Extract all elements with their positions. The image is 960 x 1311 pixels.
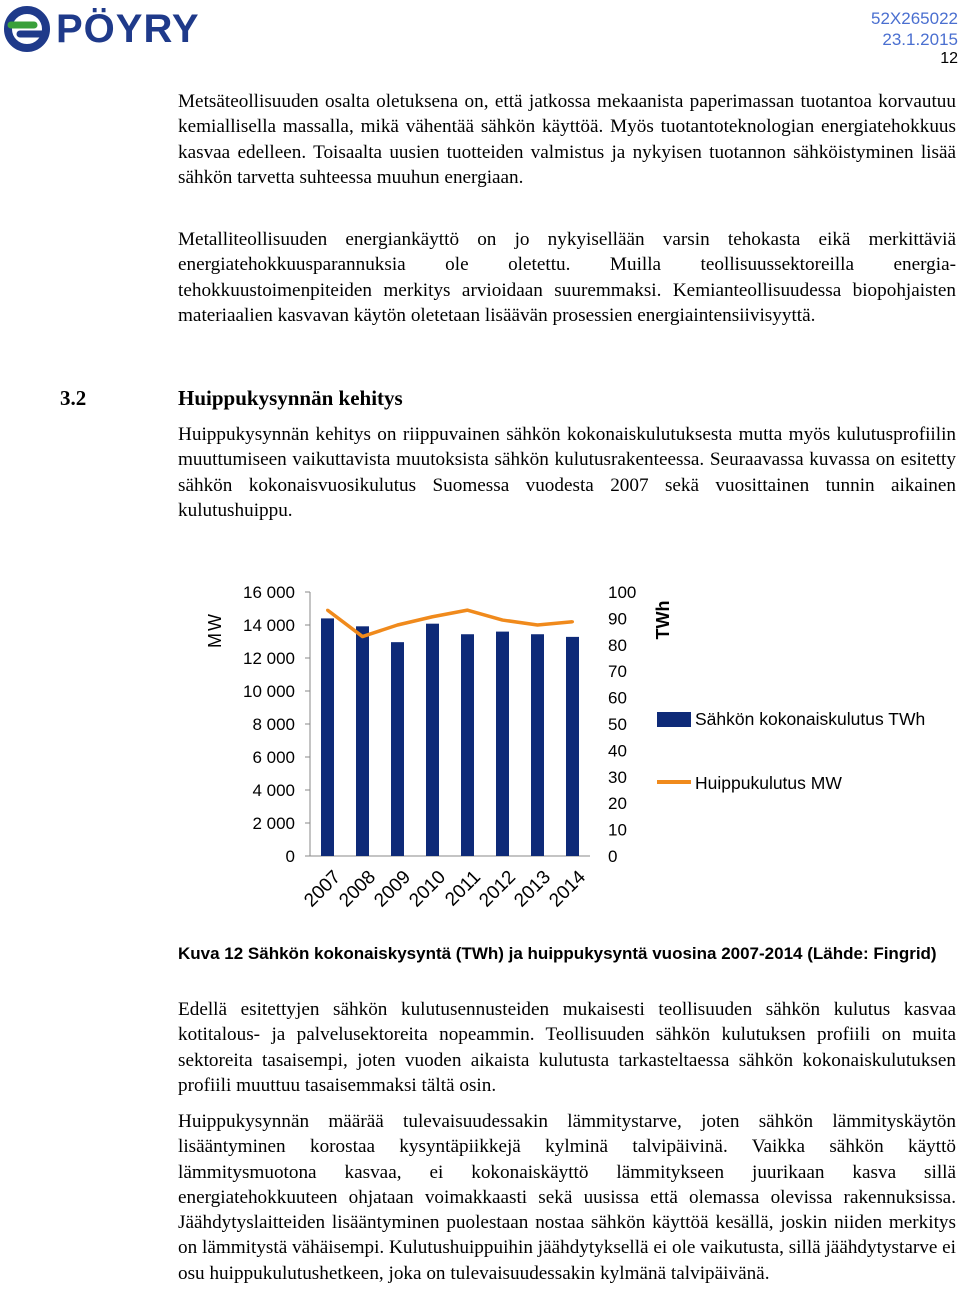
left-tick-label: 4 000 xyxy=(252,781,295,800)
legend-bar-swatch xyxy=(657,712,691,727)
logo-text: PÖYRY xyxy=(56,7,200,51)
right-tick-label: 100 xyxy=(608,583,637,602)
x-tick-label: 2011 xyxy=(441,866,486,911)
peak-point-2013 xyxy=(536,624,539,627)
right-tick-label: 90 xyxy=(608,609,627,629)
poyry-logo-icon xyxy=(4,6,50,52)
document-id: 52X265022 xyxy=(871,9,958,28)
x-tick-label: 2010 xyxy=(405,866,451,912)
left-tick-label: 8 000 xyxy=(252,715,295,734)
bar-2007 xyxy=(321,618,334,856)
right-tick-label: 10 xyxy=(608,820,627,840)
legend-bar-label: Sähkön kokonaiskulutus TWh xyxy=(695,709,926,729)
paragraph-forest-industry: Metsäteollisuuden osalta oletuksena on, että jatkossa mekaanista paperimassan tuotantoa korvautuu kemiallisella massalla, mikä vähentää sähkön käyttöä. Myös tuotantoteknologian energiatehokkuus kasvaa edelleen. Toisaalta uusien tuotteiden valmistus ja nykyisen tuotannon sähköistyminen lisää sähkön tarvetta suhteessa muuhun energiaan. xyxy=(178,91,956,188)
document-meta xyxy=(871,8,958,50)
peak-point-2011 xyxy=(466,609,469,612)
left-tick-label: 10 000 xyxy=(243,682,295,701)
right-tick-label: 20 xyxy=(608,794,627,814)
x-tick-label: 2013 xyxy=(510,866,556,912)
peak-point-2007 xyxy=(326,609,329,612)
peak-point-2009 xyxy=(396,624,399,627)
right-tick-label: 30 xyxy=(608,767,627,787)
bar-2010 xyxy=(426,624,439,856)
page-number: 12 xyxy=(940,50,958,67)
left-axis-title: MW xyxy=(205,612,225,648)
left-tick-label: 14 000 xyxy=(243,616,295,635)
x-tick-label: 2014 xyxy=(545,866,591,912)
peak-point-2012 xyxy=(501,619,504,622)
x-tick-label: 2012 xyxy=(475,866,521,912)
section-title: Huippukysynnän kehitys xyxy=(178,386,403,410)
bar-2008 xyxy=(356,626,369,856)
paragraph-heating-cooling: Huippukysynnän määrää tulevaisuudessakin lämmitystarve, joten sähkön lämmityskäytön lisääntyminen korostaa kysyntäpiikkejä kylminä talvipäivinä. Vaikka sähkön käyttö lämmitysmuotona kasvaa, ei kokonaiskäyttö lämmitykseen juurikaan kasva sillä energiatehokkuuteen ohjataan voimakkaasti sekä uusissa että olemassa olevissa rakennuksissa. Jäähdytyslaitteiden lisääntyminen puolestaan nostaa sähkön käyttöä kesällä, joskin niiden merkitys on lämmitystä vähäisempi. Kulutushuippuihin jäähdytyksellä ei ole vaikutusta, sillä jäähdytystarve ei osu huippukulutushetkeen, joka on tulevaisuudessakin kylmänä talvipäivänä. xyxy=(178,1111,957,1284)
bar-2012 xyxy=(496,632,509,856)
right-tick-label: 60 xyxy=(608,688,627,708)
right-tick-label: 50 xyxy=(608,715,627,734)
right-tick-label: 80 xyxy=(608,635,627,655)
section-number: 3.2 xyxy=(60,386,87,410)
left-tick-label: 16 000 xyxy=(243,583,295,602)
right-axis-title: TWh xyxy=(653,600,673,640)
left-tick-label: 2 000 xyxy=(252,814,295,833)
bar-2009 xyxy=(391,642,404,856)
figure-caption: Kuva 12 Sähkön kokonaiskysyntä (TWh) ja huippukysyntä vuosina 2007-2014 (Lähde: Fingrid) xyxy=(178,944,937,963)
legend-line-label: Huippukulutus MW xyxy=(695,773,842,793)
bar-2011 xyxy=(461,634,474,856)
bar-2013 xyxy=(531,634,544,856)
electricity-demand-chart xyxy=(195,570,960,930)
x-tick-label: 2007 xyxy=(300,866,346,912)
bar-2014 xyxy=(566,637,579,856)
peak-point-2008 xyxy=(361,635,364,638)
paragraph-peak-demand-intro: Huippukysynnän kehitys on riippuvainen sähkön kokonaiskulutuksesta mutta myös kulutusprofiilin muuttumiseen vaikuttavista muutoksista sähkön kulutusrakenteessa. Seuraavassa kuvassa on esitetty sähkön kokonaisvuosikulutus Suomessa vuodesta 2007 sekä vuosittainen tunnin aikainen kulutushuippu. xyxy=(178,424,956,521)
peak-point-2010 xyxy=(431,615,434,618)
peak-point-2014 xyxy=(571,620,574,623)
right-tick-label: 0 xyxy=(608,847,618,866)
left-tick-label: 6 000 xyxy=(252,748,295,767)
right-tick-label: 40 xyxy=(608,741,627,761)
x-tick-label: 2008 xyxy=(335,866,381,912)
left-tick-label: 0 xyxy=(285,847,295,866)
paragraph-metal-industry: Metalliteollisuuden energiankäyttö on jo nykyisellään varsin tehokasta eikä merkittäviä energiatehokkuusparannuksia ole oletettu. Muilla teollisuussektoreilla energia-tehokkuustoimenpiteiden merkitys arvioidaan suuremmaksi. Kemianteollisuudessa biopohjaisten materiaalien kasvavan käytön oletetaan lisäävän prosessien energiaintensiivisyyttä. xyxy=(178,229,956,326)
document-date: 23.1.2015 xyxy=(882,30,958,49)
x-tick-label: 2009 xyxy=(370,866,416,912)
paragraph-consumption-forecast: Edellä esitettyjen sähkön kulutusennusteiden mukaisesti teollisuuden sähkön kulutus kasvaa kotitalous- ja palvelusektoreita nopeammin. Teollisuuden sähkön kulutuksen profiili on muita sektoreita tasaisempi, joten vuoden aikaista kulutusta tarkasteltaessa sähkön kokonaiskulutuksen profiili muuttuu tasaisemmaksi tältä osin. xyxy=(178,999,956,1096)
left-tick-label: 12 000 xyxy=(243,649,295,668)
company-logo xyxy=(4,6,200,52)
right-tick-label: 70 xyxy=(608,662,627,682)
